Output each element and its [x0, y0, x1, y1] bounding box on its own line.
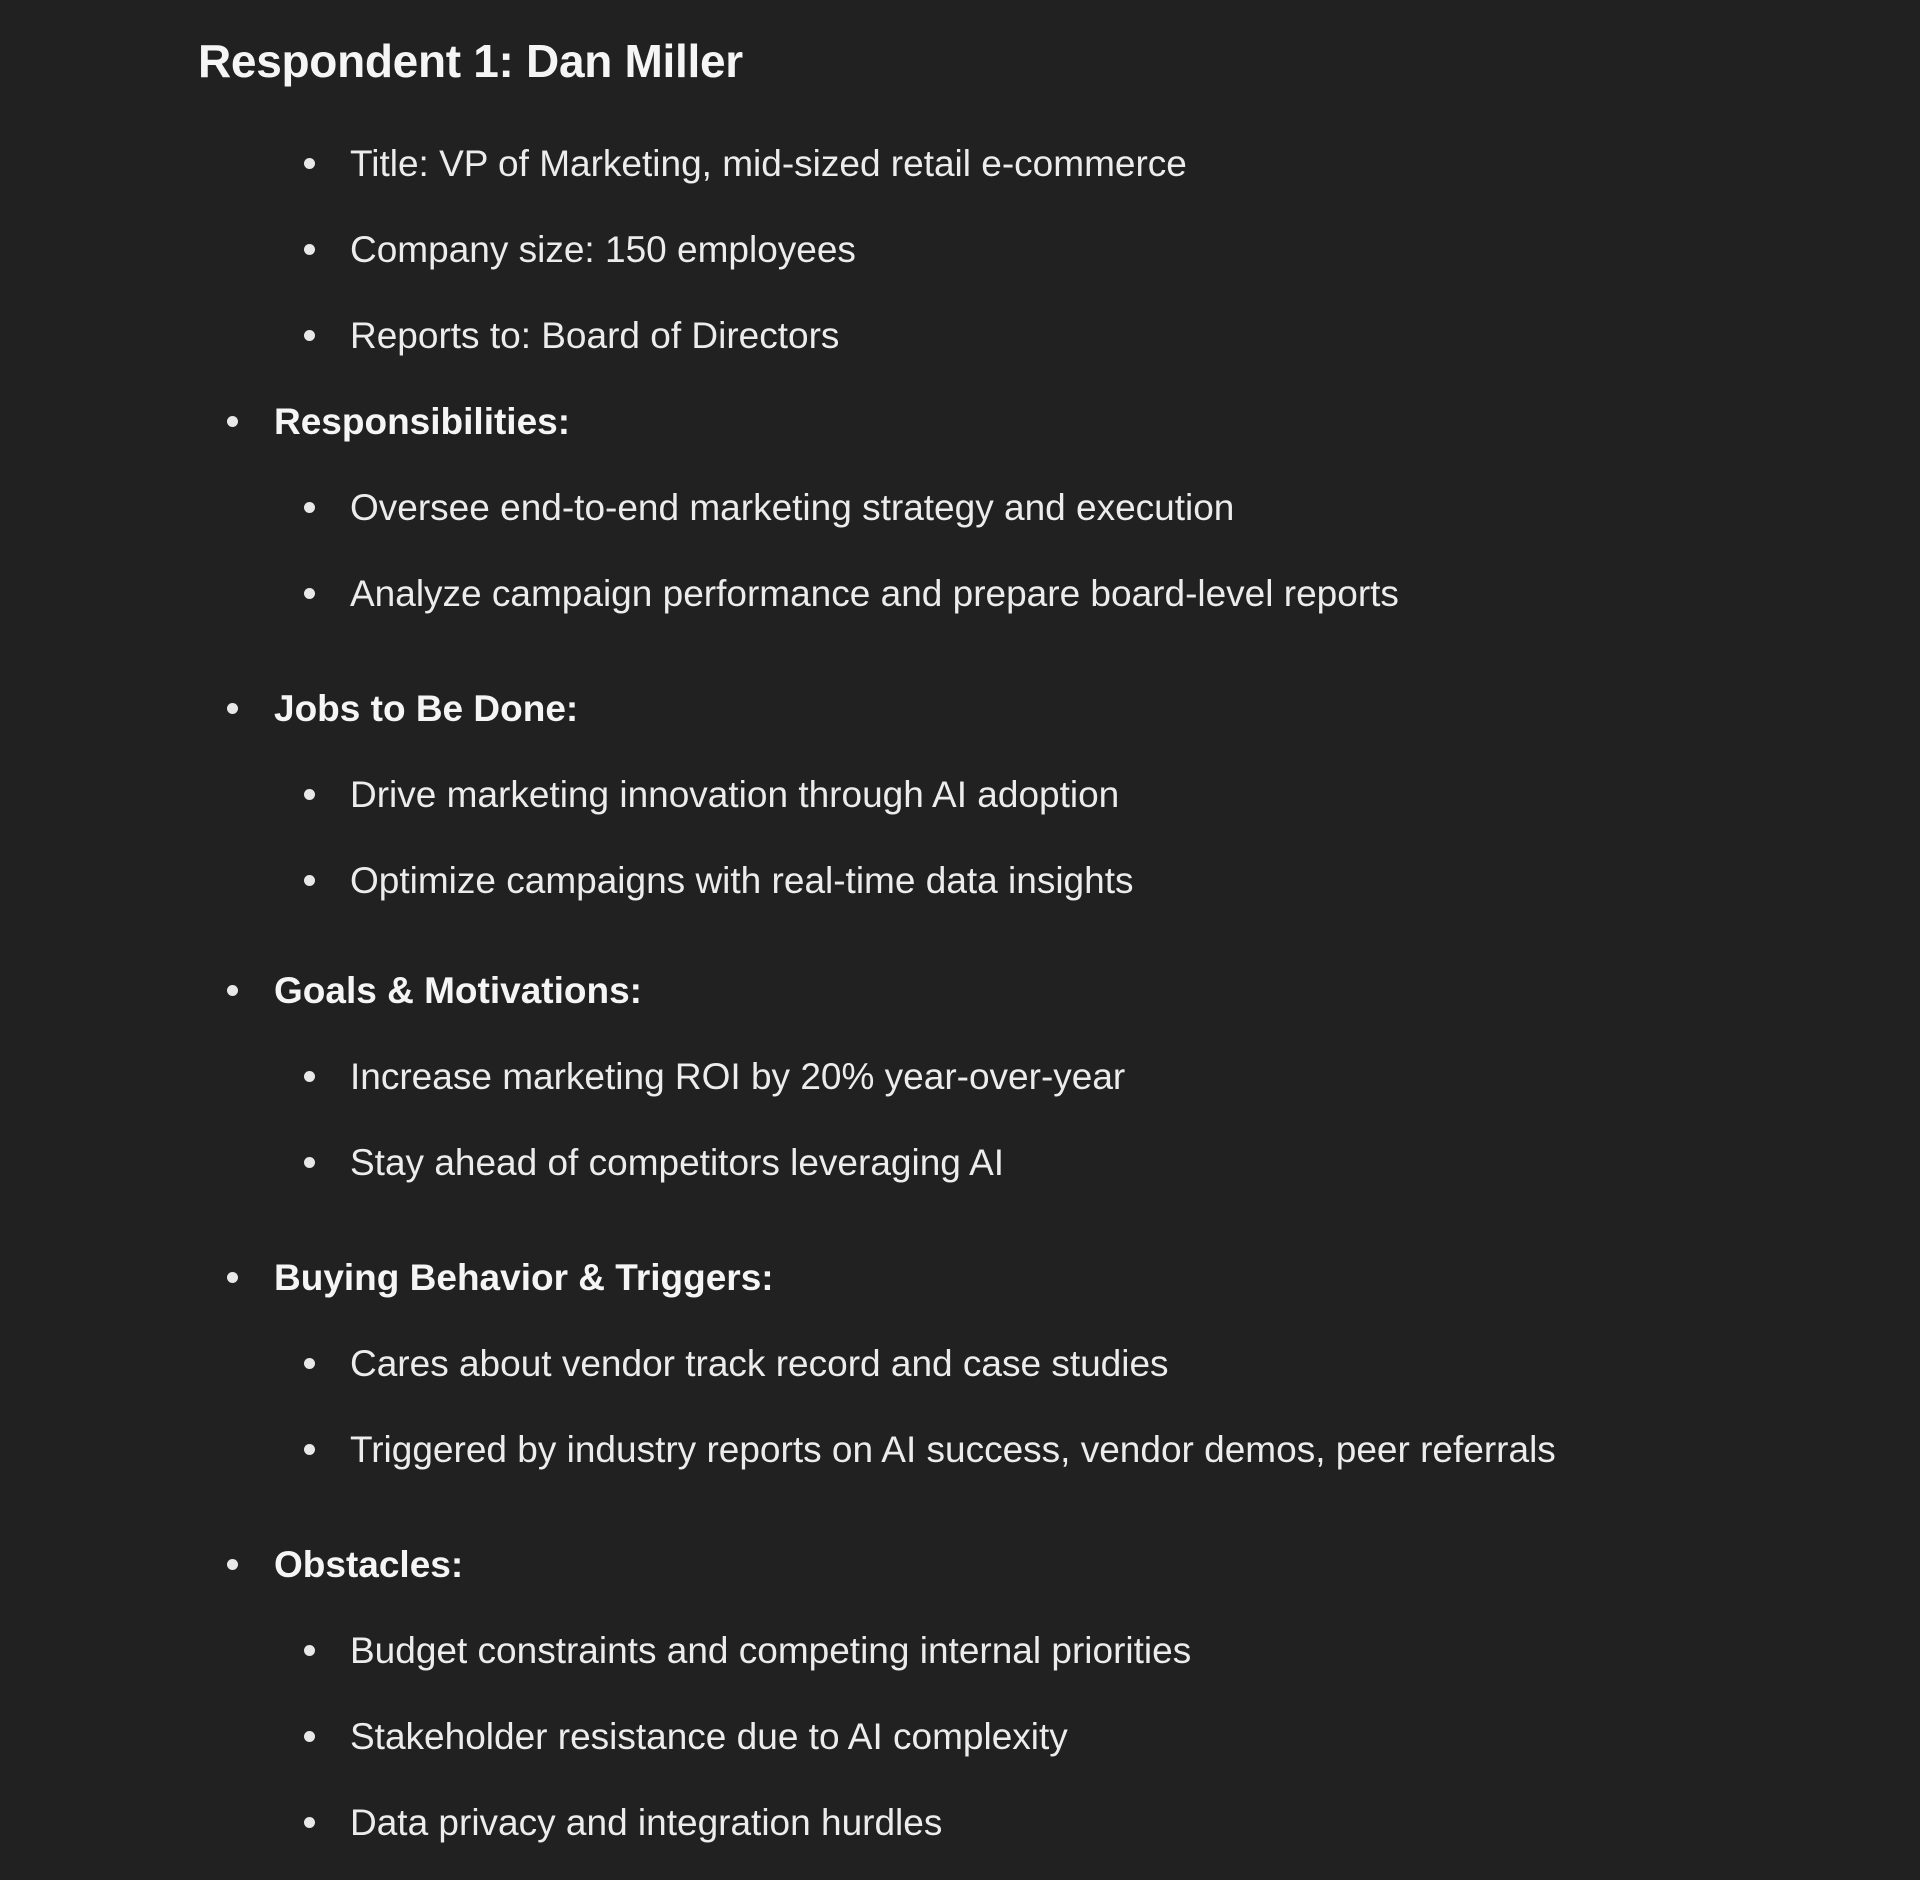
list-item: Drive marketing innovation through AI adoption [350, 774, 1120, 815]
list-item: Data privacy and integration hurdles [350, 1802, 943, 1843]
bullet-icon [227, 1272, 238, 1283]
bullet-icon [304, 1358, 315, 1369]
bullet-icon [304, 588, 315, 599]
section-heading-responsibilities: Responsibilities: [274, 401, 571, 442]
bullet-icon [304, 158, 315, 169]
bullet-icon [304, 1645, 315, 1656]
list-item: Stay ahead of competitors leveraging AI [350, 1142, 1005, 1183]
bullet-icon [304, 1731, 315, 1742]
section-heading-obstacles: Obstacles: [274, 1544, 464, 1585]
bullet-icon [304, 330, 315, 341]
bullet-icon [304, 502, 315, 513]
list-item: Optimize campaigns with real-time data insights [350, 860, 1134, 901]
bullet-icon [227, 985, 238, 996]
list-item: Analyze campaign performance and prepare board-level reports [350, 573, 1399, 614]
bullet-icon [227, 416, 238, 427]
bullet-icon [304, 875, 315, 886]
list-item: Increase marketing ROI by 20% year-over-year [350, 1056, 1126, 1097]
bullet-icon [227, 1559, 238, 1570]
section-heading-goals-motivations: Goals & Motivations: [274, 970, 642, 1011]
section-heading-buying-behavior-triggers: Buying Behavior & Triggers: [274, 1257, 774, 1298]
list-item: Oversee end-to-end marketing strategy and execution [350, 487, 1235, 528]
bullet-icon [304, 789, 315, 800]
intro-item-title: Title: VP of Marketing, mid-sized retail e-commerce [350, 143, 1187, 184]
bullet-icon [304, 1817, 315, 1828]
list-item: Budget constraints and competing internal priorities [350, 1630, 1192, 1671]
bullet-icon [304, 244, 315, 255]
bullet-icon [304, 1071, 315, 1082]
list-item: Stakeholder resistance due to AI complexity [350, 1716, 1068, 1757]
section-heading-jobs-to-be-done: Jobs to Be Done: [274, 688, 579, 729]
page-title: Respondent 1: Dan Miller [198, 35, 743, 87]
bullet-icon [227, 703, 238, 714]
list-item: Cares about vendor track record and case studies [350, 1343, 1169, 1384]
intro-item-reports-to: Reports to: Board of Directors [350, 315, 840, 356]
bullet-icon [304, 1444, 315, 1455]
intro-item-company-size: Company size: 150 employees [350, 229, 856, 270]
list-item: Triggered by industry reports on AI success, vendor demos, peer referrals [350, 1429, 1556, 1470]
bullet-icon [304, 1157, 315, 1168]
